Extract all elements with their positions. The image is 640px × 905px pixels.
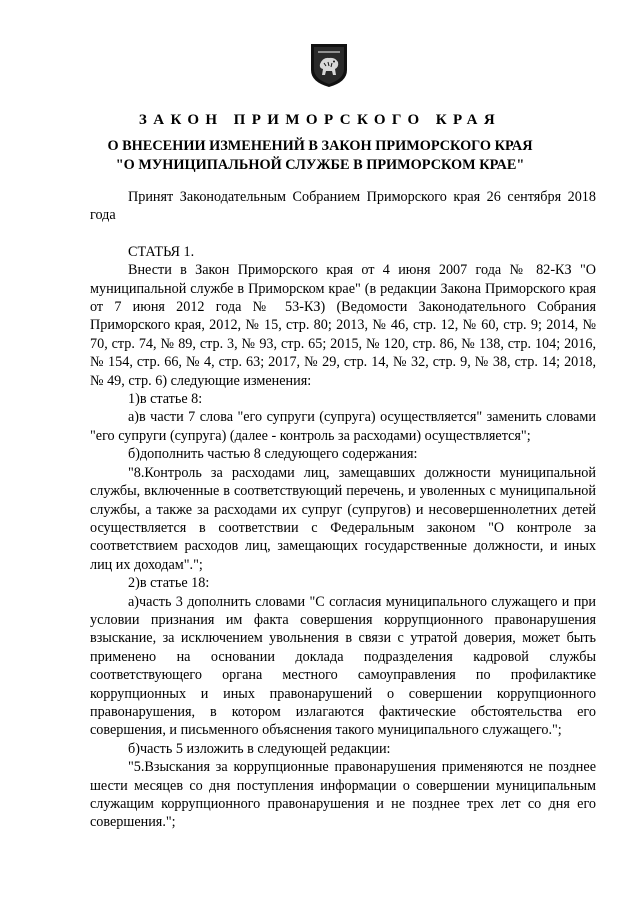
list-item-1b: б)дополнить частью 8 следующего содержания: — [128, 446, 418, 463]
list-item-1a: а)в части 7 слова "его супруги (супруга) осуществляется" заменить словами "его супруги (супруга) (далее - контроль за расходами) осуществляется"; — [90, 409, 596, 444]
law-body — [90, 188, 596, 832]
list-item-2a: а)часть 3 дополнить словами "С согласия муниципального служащего и при условии признания им факта совершения коррупционного правонарушения взыскание, за исключением увольнения в связи с утратой доверия, может быть применено на основании доклада подразделения кадровой службы соответствующего органа местного самоуправления по профилактике коррупционных и иных правонарушений о совершении коррупционного правонарушения, в котором излагаются фактические обстоятельства его совершения, и письменного объяснения такого муниципального служащего."; — [90, 593, 596, 739]
list-item-1: 1)в статье 8: — [128, 391, 203, 408]
spacer — [90, 225, 596, 243]
coat-of-arms-emblem — [309, 42, 349, 88]
quoted-part-5: "5.Взыскания за коррупционные правонарушения применяются не позднее шести месяцев со дня поступления информации о совершении муниципальным служащим коррупционного правонарушения и не позднее трех лет со дня его совершения."; — [90, 759, 596, 831]
adoption-note: Принят Законодательным Собранием Приморского края 26 сентября 2018 года — [90, 189, 596, 224]
article-paragraph: Внести в Закон Приморского края от 4 июня 2007 года № 82-КЗ "О муниципальной службе в Приморском крае" (в редакции Закона Приморского края от 7 июня 2012 года № 53-КЗ) (Ведомости Законодательного Собрания Приморского края, 2012, № 15, стр. 80; 2013, № 46, стр. 12, № 60, стр. 9; 2014, № 70, стр. 74, № 89, стр. 3, № 93, стр. 65; 2015, № 120, стр. 86, № 138, стр. 104; 2016, № 154, стр. 66, № 4, стр. 63; 2017, № 29, стр. 14, № 32, стр. 9, № 38, стр. 14; 2018, № 49, стр. 6) следующие изменения: — [90, 262, 596, 389]
law-subtitle-line1: О ВНЕСЕНИИ ИЗМЕНЕНИЙ В ЗАКОН ПРИМОРСКОГО КРАЯ — [107, 138, 533, 154]
list-item-2b: б)часть 5 изложить в следующей редакции: — [128, 740, 391, 757]
quoted-part-8: "8.Контроль за расходами лиц, замещавших должности муниципальной службы, включенные в соответствующий перечень, и уволенных с муниципальной службы, а также за расходами их супруг (супругов) и несовершеннолетних детей осуществляется в соответствии с Федеральным законом "О контроле за соответствием расходов лиц, замещающих государственные должности, и иных лиц их доходам"."; — [90, 464, 596, 573]
law-subtitle-line2: "О МУНИЦИПАЛЬНОЙ СЛУЖБЕ В ПРИМОРСКОМ КРАЕ" — [115, 157, 525, 173]
article-heading: СТАТЬЯ 1. — [128, 243, 195, 260]
law-title: ЗАКОН ПРИМОРСКОГО КРАЯ — [138, 112, 502, 128]
list-item-2: 2)в статье 18: — [128, 575, 210, 592]
